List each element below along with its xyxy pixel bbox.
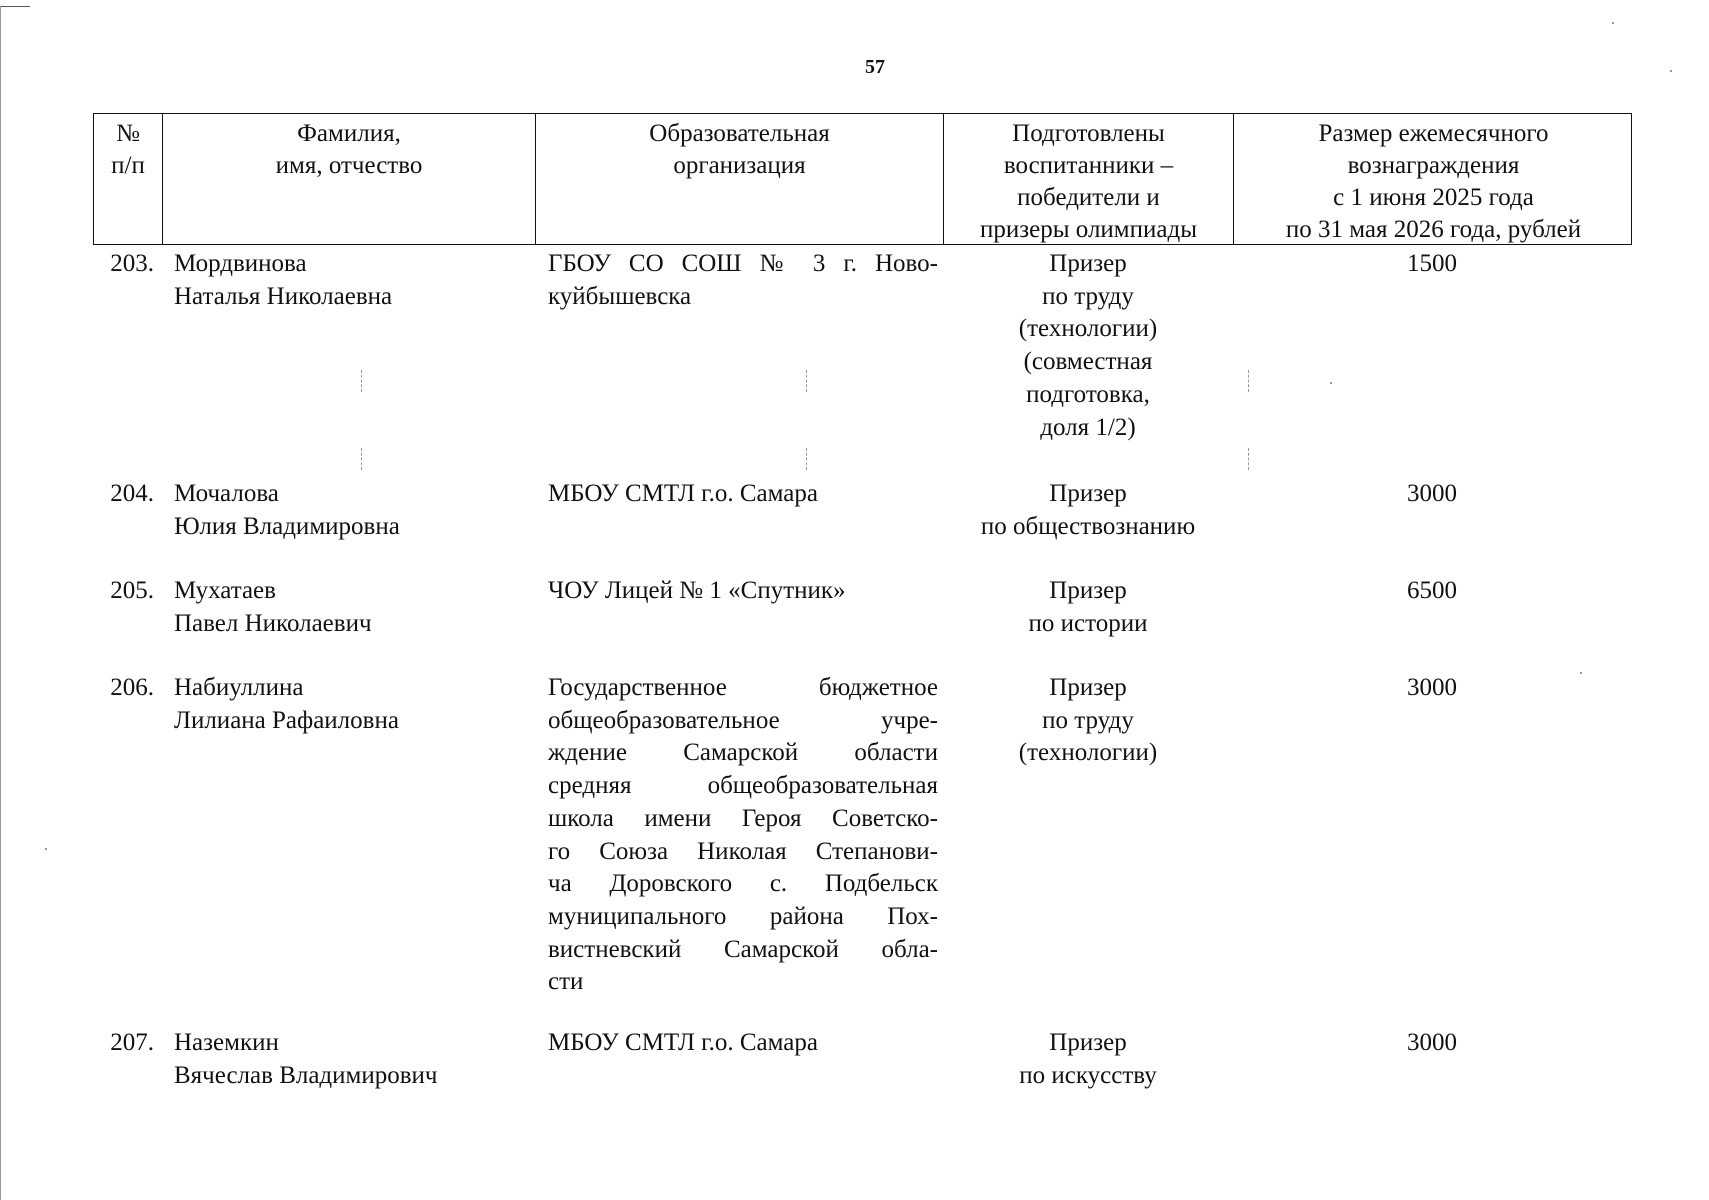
- header-organization: Образовательная организация: [535, 114, 943, 244]
- row-name: Набиуллина Лилиана Рафаиловна: [174, 674, 399, 734]
- scan-dash: [806, 370, 808, 392]
- table-header: [93, 113, 1632, 245]
- row-name: Мордвинова Наталья Николаевна: [174, 250, 393, 310]
- row-organization: МБОУ СМТЛ г.о. Самара: [548, 480, 818, 507]
- scan-speck: [45, 848, 47, 850]
- row-organization: Государственное бюджетное общеобразовательное учре- ждение Самарской области средняя общеобразовательная школа имени Героя Советско- го Союза Николая Степанови- ча Доровского с. Подбельск муниципального района Пох- вистневский Самарской обла- сти: [548, 674, 938, 996]
- row-number: 204.: [110, 480, 154, 507]
- row-amount: 3000: [1407, 1029, 1457, 1056]
- scan-dash: [1248, 448, 1250, 470]
- row-organization: ЧОУ Лицей № 1 «Спутник»: [548, 577, 846, 604]
- row-amount: 3000: [1407, 480, 1457, 507]
- row-number: 203.: [110, 250, 154, 277]
- row-number: 205.: [110, 577, 154, 604]
- scan-dash: [361, 448, 363, 470]
- header-award: Подготовлены воспитанники – победители и призеры олимпиады: [943, 114, 1233, 244]
- scan-edge-line: [0, 6, 1, 1200]
- row-number: 207.: [110, 1029, 154, 1056]
- row-amount: 6500: [1407, 577, 1457, 604]
- scan-dash: [806, 448, 808, 470]
- row-award: Призер по труду (технологии): [1018, 674, 1158, 767]
- scan-speck: [1612, 22, 1614, 24]
- row-award: Призер по истории: [1028, 577, 1148, 637]
- row-name: Мочалова Юлия Владимировна: [174, 480, 400, 540]
- row-amount: 3000: [1407, 674, 1457, 701]
- header-num: № п/п: [111, 120, 145, 179]
- scan-edge-line: [0, 6, 30, 7]
- row-organization: ГБОУ СО СОШ № 3 г. Ново- куйбышевска: [548, 250, 938, 310]
- scan-speck: [1670, 70, 1672, 72]
- scan-dash: [1248, 370, 1250, 392]
- row-name: Наземкин Вячеслав Владимирович: [174, 1029, 438, 1089]
- row-name: Мухатаев Павел Николаевич: [174, 577, 372, 637]
- scan-speck: [1330, 382, 1332, 384]
- header-name: Фамилия, имя, отчество: [162, 114, 535, 244]
- page-number: 57: [865, 56, 885, 78]
- header-amount: Размер ежемесячного вознаграждения с 1 июня 2025 года по 31 мая 2026 года, рублей: [1233, 114, 1633, 244]
- row-number: 206.: [110, 674, 154, 701]
- scan-dash: [361, 370, 363, 392]
- row-award: Призер по обществознанию: [980, 480, 1196, 540]
- row-award: Призер по труду (технологии) (совместная подготовка, доля 1/2): [1018, 250, 1158, 441]
- row-amount: 1500: [1407, 250, 1457, 277]
- row-organization: МБОУ СМТЛ г.о. Самара: [548, 1029, 818, 1056]
- row-award: Призер по искусству: [1019, 1029, 1157, 1089]
